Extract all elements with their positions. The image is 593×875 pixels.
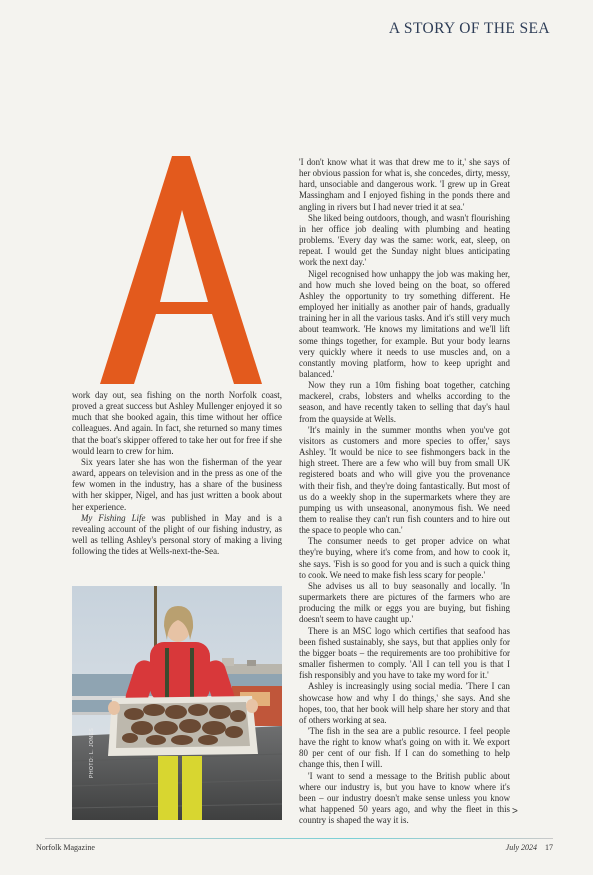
publication-name: Norfolk Magazine [36,843,95,852]
right-column [299,157,510,826]
issue-month: July 2024 [505,843,537,852]
page-number: 17 [545,843,553,852]
paragraph: She liked being outdoors, though, and wasn't flourishing in her office job dealing with plumbing and heating problems. 'Every day was the same: work, eat, sleep, on repeat. I would get the Sunday night blues anticipating work the next day.' [299,212,510,268]
paragraph: Now they run a 10m fishing boat together, catching mackerel, crabs, lobsters and whelks according to the season, and have recently taken to selling that day's haul from the quayside at Wells. [299,380,510,424]
paragraph-rest: was published in May and is a revealing account of the plight of our fishing industry, as well as telling Ashley's personal story of making a living following the tides at Wells-next-the-Sea. [72,512,282,557]
photo-illustration [72,586,282,820]
paragraph: Ashley is increasingly using social media. 'There I can showcase how and why I do things,' she says. And she hopes, too, that her book will help share her story and that of others working at sea. [299,681,510,725]
dropcap-letter-a [94,152,270,388]
photo-fisherwoman-with-crabs [72,586,282,820]
paragraph: Six years later she has won the fisherman of the year award, appears on television and in the press as one of the few women in the industry, has a share of the business with her skipper, Nigel, and has just written a book about her experience. [72,456,282,512]
paragraph: 'The fish in the sea are a public resource. I feel people have the right to know what's going on with it. We export 80 per cent of our fish. If I can do something to help change this, then I will. [299,725,510,770]
paragraph: 'I don't know what it was that drew me to it,' she says of her obvious passion for what is, she concedes, dirty, messy, hard, unsociable and dangerous work. 'I grew up in Great Massingham and I enjoyed fishing in the ponds there and angling in rivers but I had never tried it at sea.' [299,157,510,212]
book-title: My Fishing Life [81,512,146,523]
paragraph: There is an MSC logo which certifies that seafood has been fished sustainably, she says, but that applies only for the bigger boats – the requirements are too prohibitive for smaller fishermen to comply. 'All I can tell you is that I fish responsibly and you have to take my word for it.' [299,625,510,681]
left-column [72,390,282,557]
section-label: A STORY OF THE SEA [388,20,550,37]
footer-rule [45,838,553,839]
paragraph [72,513,282,558]
paragraph: The consumer needs to get proper advice on what they're buying, where it's come from, and how to cook it, she says. 'Fish is so good for you and is such a quick thing to cook. We need to make fish less scary for people.' [299,536,510,580]
continued-arrow: > [512,806,518,817]
photo-credit: PHOTO: L. JONES [89,727,95,778]
paragraph: 'It's mainly in the summer months when you've got visitors as customers and more species to offer,' says Ashley. 'It would be nice to see fishmongers back in the high street. There are a few who will buy from small UK registered boats and who will give you the provenance with their fish, and they're doing fantastically. But most of us do a weekly shop in the supermarkets where they are pumping us with unseasonal, anonymous fish. We need them to realise they can't run fish counters and to hire out the space to people who can.' [299,424,510,536]
paragraph: 'I want to send a message to the British public about where our industry is, but you have to know where it's been – our industry doesn't make sense unless you know what happened 50 years ago, and why the fleet in this country is shaped the way it is. [299,770,510,826]
footer-right [506,843,553,852]
paragraph: work day out, sea fishing on the north Norfolk coast, proved a great success but Ashley Mullenger enjoyed it so much that she booked again, this time without her office colleagues. And again. In fact, she returned so many times that the boat's skipper offered to take her out for free if she would learn to crew for him. [72,390,282,456]
paragraph: Nigel recognised how unhappy the job was making her, and how much she loved being on the boat, so offered Ashley the opportunity to try something different. He employed her initially as another pair of hands, gradually training her in all the various tasks. And it's still very much about teamwork. 'He knows my limitations and we'll lift some things together, for example. But your body learns very quickly where it needs to use muscles and, on a constantly moving platform, how to keep upright and balanced.' [299,268,510,379]
paragraph: She advises us all to buy seasonally and locally. 'In supermarkets there are pictures of the farmers who are producing the milk or eggs you are buying, but fishing doesn't seem to have caught up.' [299,580,510,625]
